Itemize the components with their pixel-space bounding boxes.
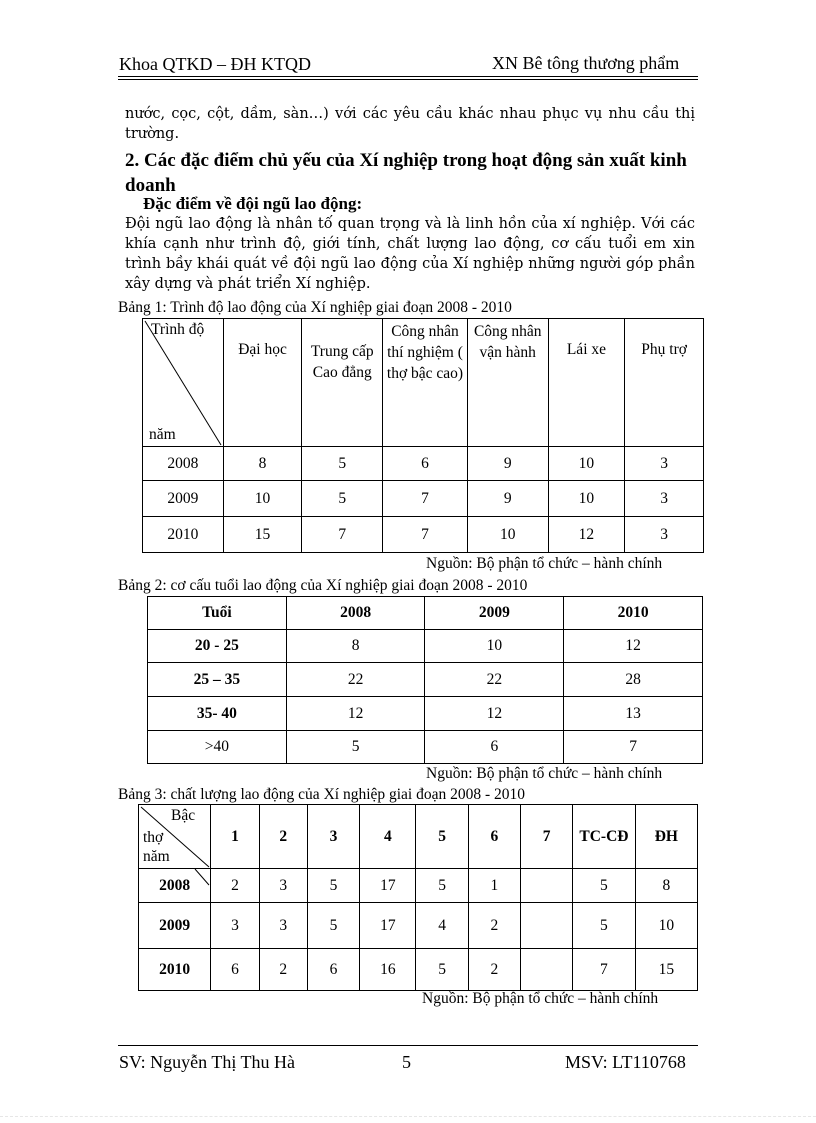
- table1-cell: 10: [467, 517, 548, 553]
- table3-cell: 3: [211, 903, 259, 949]
- table3-cell: [520, 869, 572, 903]
- footer-page-number: 5: [402, 1052, 411, 1072]
- table3-header: 3: [307, 805, 359, 869]
- table3-cell: 6: [211, 949, 259, 991]
- table3-cell: 2: [468, 949, 520, 991]
- table2-cell: 10: [425, 630, 564, 663]
- table3-cell: 1: [468, 869, 520, 903]
- table3-caption: Bảng 3: chất lượng lao động của Xí nghiệp giai đoạn 2008 - 2010: [118, 786, 526, 803]
- footer-student-id: MSV: LT110768: [565, 1052, 686, 1072]
- table2-header: Tuổi: [148, 597, 287, 630]
- table3-year-cell: [139, 869, 211, 903]
- table3-cell: 7: [573, 949, 635, 991]
- table1-cell: 3: [625, 517, 704, 553]
- table2-cell: 22: [425, 663, 564, 697]
- table3-corner-mid: thợ: [143, 829, 164, 846]
- table3-cell: 5: [307, 869, 359, 903]
- table2-cell: 12: [425, 697, 564, 731]
- table2-row-label: 25 – 35: [148, 663, 287, 697]
- table3: [138, 804, 698, 991]
- table1-corner-cell: [143, 319, 224, 447]
- table3-corner-cell: [139, 805, 211, 869]
- table2-cell: 13: [564, 697, 703, 731]
- table2-cell: 12: [286, 697, 425, 731]
- page-bottom-edge: [0, 1116, 816, 1123]
- table1-year: 2008: [167, 454, 199, 472]
- table3-cell: 2: [211, 869, 259, 903]
- table2-header: 2009: [425, 597, 564, 630]
- header-rule-2: [118, 79, 698, 80]
- table1-cell: 10: [548, 481, 625, 517]
- diagonal-line-continued: [139, 869, 211, 903]
- table3-cell: 5: [573, 903, 635, 949]
- table3-corner-top: Bậc: [171, 807, 196, 824]
- table3-cell: 6: [307, 949, 359, 991]
- table2-cell: 12: [564, 630, 703, 663]
- table1-cell: 7: [302, 517, 383, 553]
- table3-header: 2: [259, 805, 307, 869]
- table1-header: Công nhân thí nghiệm ( thợ bậc cao): [383, 319, 468, 447]
- table3-cell: 17: [360, 869, 416, 903]
- table3-cell: [520, 949, 572, 991]
- table1-year: 2010: [143, 517, 224, 553]
- table3-cell: 10: [635, 903, 697, 949]
- table3-year: 2010: [139, 949, 211, 991]
- header-rule: [118, 76, 698, 77]
- table1-corner-bottom: năm: [149, 426, 176, 443]
- table2-row-label: >40: [148, 731, 287, 764]
- table2-caption: Bảng 2: cơ cấu tuổi lao động của Xí nghiệp giai đoạn 2008 - 2010: [118, 577, 528, 594]
- table3-cell: 5: [416, 949, 468, 991]
- header-left: Khoa QTKD – ĐH KTQD: [119, 54, 311, 74]
- table1-year-cell: [143, 447, 224, 481]
- table1-caption: Bảng 1: Trình độ lao động của Xí nghiệp giai đoạn 2008 - 2010: [118, 299, 512, 316]
- table2-cell: 28: [564, 663, 703, 697]
- paragraph: Đội ngũ lao động là nhân tố quan trọng và là linh hồn của xí nghiệp. Với các khía cạnh như trình độ, giới tính, chất lượng lao động, cơ cấu tuổi em xin trình bầy khái quát về đội ngũ lao động của Xí nghiệp những người góp phần xây dựng và phát triển Xí nghiệp.: [125, 216, 695, 292]
- table1-header: Lái xe: [548, 319, 625, 447]
- table1-cell: 15: [223, 517, 302, 553]
- table1-header: Đại học: [223, 319, 302, 447]
- table1-source: Nguồn: Bộ phận tổ chức – hành chính: [426, 555, 663, 572]
- table3-header: 7: [520, 805, 572, 869]
- table2-cell: 8: [286, 630, 425, 663]
- table1-cell: 5: [302, 447, 383, 481]
- table3-cell: 15: [635, 949, 697, 991]
- table3-header: 1: [211, 805, 259, 869]
- table3-header: 4: [360, 805, 416, 869]
- table3-cell: [520, 903, 572, 949]
- table3-cell: 5: [307, 903, 359, 949]
- table3-cell: 17: [360, 903, 416, 949]
- table1-cell: 3: [625, 447, 704, 481]
- table1-cell: 12: [548, 517, 625, 553]
- table2-cell: 6: [425, 731, 564, 764]
- table1-cell: 8: [223, 447, 302, 481]
- footer-rule: [118, 1045, 698, 1046]
- table3-header: 6: [468, 805, 520, 869]
- table1-cell: 10: [223, 481, 302, 517]
- table1-cell: 6: [383, 447, 468, 481]
- table1-corner-top: Trình độ: [151, 321, 205, 338]
- table3-cell: 3: [259, 869, 307, 903]
- table1-cell: 3: [625, 481, 704, 517]
- table3-cell: 16: [360, 949, 416, 991]
- table3-cell: 4: [416, 903, 468, 949]
- table1-cell: 7: [383, 517, 468, 553]
- table3-cell: 8: [635, 869, 697, 903]
- table2: [147, 596, 703, 764]
- table1-header: Trung cấp Cao đẳng: [302, 319, 383, 447]
- table3-cell: 2: [259, 949, 307, 991]
- table3-header: ĐH: [635, 805, 697, 869]
- table1-cell: 9: [467, 481, 548, 517]
- table3-source: Nguồn: Bộ phận tổ chức – hành chính: [422, 990, 659, 1007]
- table2-header: 2010: [564, 597, 703, 630]
- table3-cell: 5: [573, 869, 635, 903]
- table2-cell: 5: [286, 731, 425, 764]
- intro-text: nước, cọc, cột, dầm, sàn…) với các yêu cầu khác nhau phục vụ nhu cầu thị trường.: [125, 106, 695, 142]
- header-right: XN Bê tông thương phẩm: [492, 53, 680, 73]
- table1-cell: 5: [302, 481, 383, 517]
- table1-year: 2009: [143, 481, 224, 517]
- table2-source: Nguồn: Bộ phận tổ chức – hành chính: [426, 765, 663, 782]
- table3-cell: 2: [468, 903, 520, 949]
- table3-year: 2009: [139, 903, 211, 949]
- table1-cell: 7: [383, 481, 468, 517]
- sub-heading: Đặc điểm về đội ngũ lao động:: [143, 194, 363, 213]
- table2-header: 2008: [286, 597, 425, 630]
- table1: [142, 318, 704, 553]
- table2-row-label: 20 - 25: [148, 630, 287, 663]
- table1-header: Công nhân vận hành: [467, 319, 548, 447]
- table3-cell: 5: [416, 869, 468, 903]
- footer-student: SV: Nguyễn Thị Thu Hà: [119, 1052, 295, 1072]
- table1-cell: 10: [548, 447, 625, 481]
- table3-header: 5: [416, 805, 468, 869]
- table1-header: Phụ trợ: [625, 319, 704, 447]
- table3-cell: 3: [259, 903, 307, 949]
- table2-cell: 22: [286, 663, 425, 697]
- section-heading: 2. Các đặc điểm chủ yếu của Xí nghiệp trong hoạt động sản xuất kinh doanh: [125, 150, 687, 196]
- table3-corner-bottom: năm: [143, 848, 170, 865]
- table1-cell: 9: [467, 447, 548, 481]
- table3-year: 2008: [159, 876, 191, 894]
- table2-row-label: 35- 40: [148, 697, 287, 731]
- table2-cell: 7: [564, 731, 703, 764]
- table3-header: TC-CĐ: [573, 805, 635, 869]
